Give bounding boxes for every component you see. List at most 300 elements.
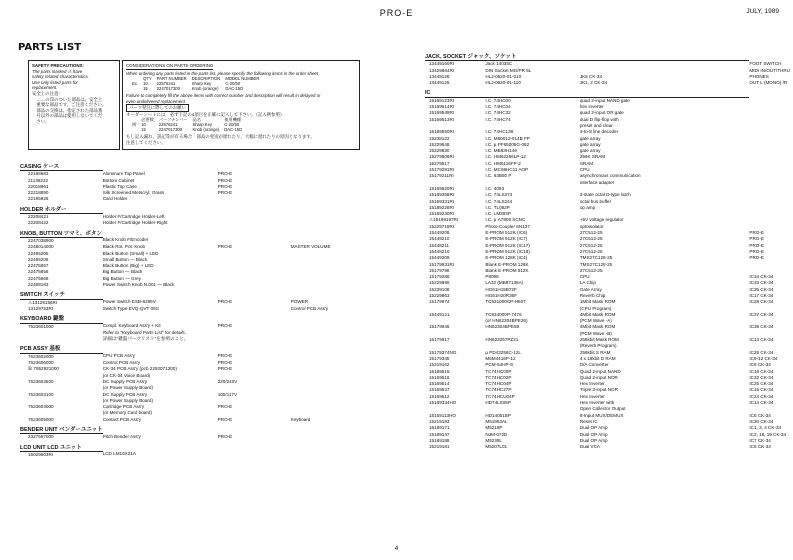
part-number: 7623601000	[28, 323, 54, 329]
part-number: 15189171	[429, 425, 450, 431]
ordering-cell: 10	[143, 81, 148, 87]
description: HG61H20R36F	[485, 292, 518, 298]
part-number: 22475657	[28, 263, 49, 269]
description: Contact PCB Ass'y	[102, 416, 142, 422]
safety-line: safety related characteristics.	[32, 74, 89, 80]
remark: OUT L (MONO) /R	[749, 80, 788, 86]
safety-precautions-box	[28, 60, 120, 150]
remark: IC1, 3, 4 CK-34	[749, 425, 782, 431]
model: 220/240V	[217, 378, 238, 384]
description: Holder F/Cartridge Holder-Left	[102, 213, 165, 219]
model: Triple 3-input NOR	[579, 387, 618, 393]
model: Open Collector Output	[579, 406, 626, 412]
part-number: 15169334HO	[429, 400, 457, 406]
remark: POWER	[290, 299, 309, 305]
model: LA Chip	[579, 280, 596, 286]
remark: IC17 CK-34	[749, 292, 774, 298]
part-number: 22208421	[28, 214, 49, 220]
ordering-cell: 10	[141, 122, 146, 128]
part-number: 15279517	[429, 160, 450, 166]
part-number: 15169513RI	[429, 116, 455, 122]
part-number: 15229830	[429, 148, 450, 154]
section-header	[20, 441, 331, 452]
part-number: 2248014000	[28, 244, 54, 250]
ordering-example-table-jp	[132, 118, 247, 133]
description: NJM-072D	[485, 431, 508, 437]
remark	[291, 353, 331, 360]
right-parts-table	[425, 50, 790, 450]
description: Photo-Coupler 6N137	[485, 223, 530, 229]
description: P8098	[485, 274, 499, 280]
remark: IC14 CK-34	[749, 400, 774, 406]
remark: IC6 CK-34	[749, 412, 771, 418]
ordering-cell: 22576241	[158, 122, 178, 128]
part-number: 7623605000	[28, 416, 54, 422]
description: 詳細は"鍵盤パーツリスト"を参照のこと。	[102, 336, 189, 342]
remark: IC28 CK-34	[749, 299, 774, 305]
model: D/A Converter	[579, 362, 609, 368]
table-row	[20, 214, 331, 221]
section-spacer	[749, 86, 790, 97]
description: Blank E-PROM 512K	[485, 267, 529, 273]
model: gate array	[579, 148, 601, 154]
description: DC Supply PCB Ass'y	[102, 378, 148, 384]
remark	[291, 323, 331, 330]
part-number: 22475668	[28, 275, 49, 281]
model	[218, 214, 291, 221]
section-header	[20, 342, 331, 353]
part-number: 15179211RI	[429, 173, 454, 179]
description: E-PROM 128K (IC4)	[485, 255, 528, 261]
part-number: 22475658	[28, 269, 49, 275]
part-number: 15169331RI	[429, 198, 455, 204]
section-title: CASING ケース	[20, 160, 103, 171]
ordering-jp-line2: もし記入漏れ、誤記等が有る場合 部品の発送が遅れたり、大幅に遅れたりの原因となります。	[126, 134, 315, 139]
safety-line: 部品の交換は、指定された部品番	[32, 107, 103, 113]
description: I.C. MB63H149	[485, 148, 517, 154]
description: HD74LS05P	[485, 400, 511, 406]
part-number: 15179286	[429, 274, 450, 280]
table-row	[20, 237, 331, 244]
section-spacer	[103, 423, 331, 434]
part-number: 15229863	[429, 292, 450, 298]
model: JK5 CK-34	[579, 73, 603, 79]
part-number: 15449121	[429, 311, 450, 317]
part-number: ⚠15199197RI	[429, 217, 459, 223]
section-title: BENDER UNIT ベンダーユニット	[20, 423, 103, 434]
part-number: 15229718RI	[429, 223, 455, 229]
model: Quad 2-input NOR	[579, 374, 618, 380]
part-number: 15449208	[429, 230, 450, 236]
model: PRO-E	[217, 244, 233, 250]
description: E-PROM 512K (IC7)	[485, 236, 528, 242]
section-title: PCB ASSY 基板	[20, 342, 103, 353]
model: PRO-E	[217, 190, 233, 196]
description: LCD LM16X21A	[102, 451, 136, 457]
part-number: 13449125	[429, 80, 450, 86]
safety-line: 安全上の注意：	[32, 90, 63, 96]
model: Hex Inverter	[579, 393, 605, 399]
safety-line: Use only listed parts for	[32, 79, 78, 85]
part-number: ☒ 7952921000	[28, 366, 59, 372]
remark: IC2, 18, 19 CK-34	[749, 431, 787, 437]
section-header	[20, 203, 331, 214]
description: HG61H15B72F	[485, 286, 517, 292]
description: M5218P	[485, 425, 503, 431]
part-number: 15239108	[429, 286, 450, 292]
model: preset and clear	[579, 122, 613, 128]
description: I.C. 74HC74	[485, 116, 511, 122]
description: PCM-54HP-S	[485, 362, 514, 368]
section-header	[20, 288, 331, 299]
ordering-cell: C-20/50	[225, 81, 241, 87]
description: I.C. 63B50 P	[485, 173, 512, 179]
section-header	[425, 50, 790, 61]
part-number: 13129753RI	[28, 305, 54, 311]
ordering-cell: Ex.	[132, 81, 139, 87]
section-spacer	[103, 342, 331, 353]
remark: IC35 CK-34	[749, 286, 774, 292]
ordering-cell: 2247017300	[158, 127, 183, 133]
model: Quad 2-input NAND	[579, 368, 621, 374]
table-row	[425, 61, 790, 68]
description: TC531000CP-H607	[485, 299, 526, 305]
section-spacer	[103, 312, 331, 323]
remark	[291, 237, 331, 244]
model	[580, 61, 750, 68]
description: Refer to "Keyboard Parts List" for details.	[102, 329, 187, 335]
part-number: 15169550RI	[429, 129, 455, 135]
description: μ PD43256C-12L	[485, 349, 521, 355]
model: Hex Inverter with	[579, 400, 615, 406]
description: Blank E-PROM 128K	[485, 261, 529, 267]
part-number: 15169512	[429, 393, 450, 399]
model: 27C512-25	[579, 242, 603, 248]
remark: MASTER VOLUME	[290, 244, 331, 250]
ordering-cell: DAC-15D	[224, 127, 243, 133]
part-number: 15189188	[429, 437, 450, 443]
model: (PCM Wave -A)	[579, 318, 612, 324]
remark: IC5 CK-34	[749, 444, 771, 450]
model: Dual OP Amp	[579, 425, 608, 431]
model: interface adapter	[579, 179, 615, 185]
part-number: 15448210	[429, 248, 450, 254]
part-number: 15169514	[429, 381, 450, 387]
remark	[749, 97, 790, 104]
remark: IC24 CK-34	[749, 393, 774, 399]
section-spacer	[103, 160, 331, 171]
safety-line: 重要な部品です。ご注意ください。	[32, 102, 107, 108]
part-number: 15189147	[429, 431, 450, 437]
description: HD14051BP	[485, 412, 511, 418]
part-number: 15448211	[429, 242, 450, 248]
model: 100/117V	[217, 391, 238, 397]
ordering-cell: Sharp Key	[192, 122, 212, 128]
description: Black Button (Big) + LED	[102, 263, 154, 269]
model: PRO-E	[217, 183, 233, 189]
section-title: IC	[425, 86, 749, 97]
description: Compl. Keyboard Ass'y + Kit	[102, 323, 161, 329]
model: 3-state octal D-type latch	[579, 192, 631, 198]
model	[218, 451, 291, 458]
description: I.C. 74HC32	[485, 110, 511, 116]
description: M5238L	[485, 437, 502, 443]
description: DIN Socket MG/PR 5L	[485, 67, 532, 73]
model: 4Mbit Mask ROM	[579, 311, 616, 317]
part-number: 7623603100	[28, 391, 54, 397]
description: I.C. TL082P	[485, 204, 510, 210]
part-number: 15029503RI	[28, 451, 54, 457]
model: SRAM	[579, 160, 594, 166]
ordering-cell: DAC-15D	[225, 86, 244, 91]
model: CPU	[579, 274, 590, 280]
part-number: 22208422	[28, 220, 49, 226]
description: Aluminum Top Panel	[102, 170, 145, 176]
description: Switch Type EVQ-QVT 05G	[102, 305, 160, 311]
ordering-cell: 22576241	[156, 81, 176, 87]
model: op amp	[579, 204, 596, 210]
remark: IC38 CK-34	[749, 324, 774, 330]
part-number: 15238122	[429, 135, 450, 141]
ordering-line2: Failure to completely fill the above items with correct number and description will result in delayed or	[126, 92, 321, 98]
remark: IC26 CK-34	[749, 349, 774, 355]
part-number: 15179345	[429, 355, 450, 361]
model: (Reverb Program)	[579, 343, 617, 349]
description: I.C. LM393P	[485, 211, 511, 217]
remark: PRO-E	[749, 255, 764, 261]
part-number: 15179945	[429, 324, 450, 330]
section-spacer	[103, 288, 331, 299]
description: Power Switch Knob N.001 — Black	[102, 282, 175, 288]
remark: PHONES	[749, 73, 769, 79]
remark: IC13 CK-34	[749, 337, 774, 343]
section-spacer	[749, 50, 790, 61]
model: 3-to-8 line decoder	[579, 129, 619, 135]
description: I.C. 74LS373	[485, 192, 513, 198]
header-title: PRO-E	[379, 8, 414, 18]
safety-line: ……の印のついた部品は、安全上	[32, 96, 103, 102]
description: Cartridge PCB Ass'y	[102, 404, 145, 410]
model: dual D flip-flop with	[579, 116, 619, 122]
remark: PRO-E	[749, 236, 764, 242]
remark: Keyboard	[290, 416, 311, 422]
model: PRO-E	[217, 353, 233, 359]
section-title: KEYBOARD 鍵盤	[20, 312, 103, 323]
ordering-cell: Knob (orange)	[192, 127, 220, 133]
description: (or Memory Card board)	[102, 410, 152, 416]
header-date: JULY, 1989	[746, 8, 779, 15]
part-number: 22188683	[28, 171, 49, 177]
model: Dual OP Amp	[579, 431, 608, 437]
description: CK-34 PCB Ass'y (pcb 2292071300)	[102, 366, 177, 372]
part-number: 22195925	[28, 196, 49, 202]
remark	[291, 214, 331, 221]
part-number: 15449209	[429, 255, 450, 261]
remark: PRO-E	[749, 248, 764, 254]
description: TC74HC27P	[485, 387, 512, 393]
description: M5M4416P-12	[485, 355, 516, 361]
remark	[291, 451, 331, 458]
description: HN62304BPE59	[485, 324, 520, 330]
model: 27C512-25	[579, 248, 603, 254]
description: E-PROM 512K (IC17)	[485, 242, 530, 248]
description: I.C. 4093	[485, 185, 505, 191]
ordering-header-cell: MODEL NUMBER	[225, 76, 260, 82]
model: PRO-E	[217, 416, 233, 422]
description: Control PCB Ass'y	[102, 360, 141, 366]
model: gate array	[579, 141, 601, 147]
model: (PCM Wave -B)	[579, 330, 612, 336]
model: asynchronous communication	[579, 173, 641, 179]
ordering-line1: When ordering any parts listed in the parts list, please specify the following items in the order sheet.	[126, 70, 320, 76]
description: HLJ-0520-01-010	[485, 73, 522, 79]
model: Reverb Chip	[579, 292, 606, 298]
part-number: 22495206	[28, 256, 49, 262]
description: Power Switch ESB-8295V	[102, 299, 156, 305]
part-number: 22018961	[28, 183, 49, 189]
table-row	[20, 323, 331, 330]
part-number: 15179291RI	[429, 167, 455, 173]
model: JK1, 2 CK-34	[579, 80, 608, 86]
part-number: ⚠13129156RI	[28, 299, 58, 305]
safety-title: SAFETY PRECAUTIONS:	[32, 63, 84, 68]
part-number: 7623602000	[28, 353, 54, 359]
model: Gate Array	[579, 286, 602, 292]
section-header	[20, 160, 331, 171]
part-number: 7623603500	[28, 378, 54, 384]
part-number: 15189230RI	[429, 211, 455, 217]
description: CPU PCB Ass'y	[102, 353, 135, 359]
page-number: 4	[394, 546, 399, 552]
safety-line: さい。	[32, 118, 50, 124]
part-number: 13449160RI	[429, 61, 455, 67]
ordering-example-table-en	[132, 77, 264, 92]
page-title: PARTS LIST	[18, 42, 82, 53]
ordering-cell: 例	[132, 122, 137, 128]
part-number: 15179974	[429, 299, 450, 305]
ordering-cell: Sharp Key	[191, 81, 212, 87]
description: Holder F/Cartridge Holder-Right	[102, 220, 168, 226]
part-number: 15219181	[429, 444, 450, 450]
part-number: 15169358RI	[429, 192, 455, 198]
remark: IC9-12 CK-34	[749, 355, 778, 361]
part-number: 22488183	[28, 282, 49, 288]
description: Black Button (Small) + LED	[102, 250, 159, 256]
description: I.C. 74HC138	[485, 129, 514, 135]
remark	[291, 434, 331, 441]
model: PRO-E	[217, 299, 233, 305]
part-number: 15229848	[429, 141, 450, 147]
left-parts-table	[20, 160, 331, 458]
remark: Control PCB Ass'y	[290, 305, 329, 311]
table-row	[20, 171, 331, 178]
part-number: 15229896	[429, 280, 450, 286]
part-number: 13449126	[429, 73, 450, 79]
description: M5207L01	[485, 444, 508, 450]
section-header	[20, 423, 331, 434]
description: TC74HC04P	[485, 381, 512, 387]
description: DC Supply PCB Ass'y	[102, 391, 148, 397]
remark: IC8 CK-34	[749, 362, 771, 368]
remark: IC34 CK-34	[749, 274, 774, 280]
part-number: 2247038900	[28, 237, 54, 243]
section-title: SWITCH スイッチ	[20, 288, 103, 299]
section-spacer	[103, 441, 331, 452]
part-number: 15179931RI	[429, 261, 455, 267]
part-number: 15219183	[429, 418, 450, 424]
ordering-cell: 15	[143, 86, 148, 91]
table-row	[20, 299, 331, 306]
description: TC534000P-7476	[485, 311, 522, 317]
description: I.C. M60012-014B FP	[485, 135, 530, 141]
ordering-cell: 2247017300	[156, 86, 180, 91]
ordering-title: CONSIDERATIONS ON PARTS ORDERING	[126, 63, 214, 68]
remark: MIDI IN/OUT/THRU	[749, 67, 790, 73]
model: PRO-E	[217, 177, 233, 183]
model: 256kbit S RAM	[579, 349, 611, 355]
ordering-header-cell: パーツナンバー	[158, 117, 188, 123]
model: PRO-E	[217, 366, 233, 372]
section-title: HOLDER ホルダー	[20, 203, 103, 214]
description: TC74HC00P	[485, 368, 512, 374]
part-number: 15169515	[429, 368, 450, 374]
model: gate array	[579, 135, 601, 141]
table-row	[20, 451, 331, 458]
table-row	[20, 353, 331, 360]
model: hex inverter	[579, 104, 604, 110]
part-number: 15179917	[429, 337, 450, 343]
description: Card Holder	[102, 196, 128, 202]
ordering-header-cell: 使用機種	[224, 117, 241, 123]
part-number: 15169514RI	[429, 104, 455, 110]
ordering-header-cell: 必要数	[141, 117, 154, 123]
part-number: 21138222	[28, 177, 49, 183]
remark: IC30 CK-34	[749, 418, 774, 424]
description: Big Button — Grey	[102, 275, 141, 281]
safety-line: replacement.	[32, 85, 58, 91]
part-number: 15169620RI	[429, 185, 455, 191]
description: Black Rot. Pot. Knob	[102, 244, 146, 250]
part-number: 15169123RI	[429, 97, 455, 103]
ordering-header-cell: 品名	[192, 117, 201, 123]
remark: PRO-E	[749, 230, 764, 236]
description: Small Button — Black	[102, 256, 148, 262]
part-number: 15169537	[429, 387, 450, 393]
description: HN623257PZ21	[485, 337, 519, 343]
description: I.C. HM62256LP-12	[485, 154, 526, 160]
table-row	[425, 97, 790, 104]
description: Black Knob F/Encoder	[102, 237, 149, 243]
description: (or Power Supply Board)	[102, 397, 153, 403]
section-header	[425, 86, 790, 97]
part-number: 13429664RI	[429, 67, 455, 73]
model: (CPU Program)	[579, 305, 612, 311]
section-spacer	[103, 203, 331, 214]
model: Dual OP Amp	[579, 437, 608, 443]
description: Silk Screened Metscryl. Grass	[102, 190, 165, 196]
model: PRO-E	[217, 323, 233, 329]
remark: IC15 CK-34	[749, 387, 774, 393]
description: TC74HC02P	[485, 374, 512, 380]
model: octal bus buffer	[579, 198, 612, 204]
model: Dual VCA	[579, 444, 600, 450]
description: I.C. MC68HC11 AOP	[485, 167, 529, 173]
model: PRO-E	[217, 404, 233, 410]
model: 8-Input MUX/DEMUX	[579, 412, 624, 418]
description: (or CK-34 Voice Board)	[102, 372, 151, 378]
section-title: LCD UNIT LCD ユニット	[20, 441, 103, 452]
description: I.C. μ PF65005G-062	[485, 141, 530, 147]
